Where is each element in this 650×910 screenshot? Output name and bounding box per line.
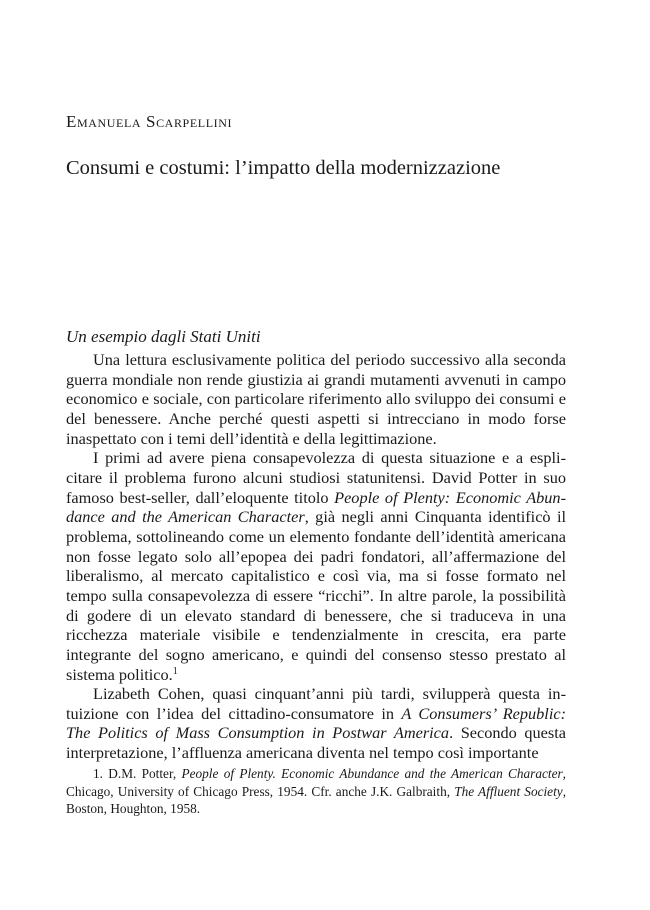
author-name: Emanuela Scarpellini [66,112,233,131]
footnote-1-end: , Boston, Houghton, 1958. [66,783,567,816]
paragraph-3-text-end: . Secondo questa interpretazione, l’affluenza americana diventa nel tempo così importante [66,723,566,763]
section-heading: Un esempio dagli Stati Uniti [66,327,261,346]
book-title-people-of-plenty: People of Plenty: Economic Abundance and the American Character [66,487,566,527]
paragraph-1 [66,350,566,448]
paragraph-2 [66,448,566,684]
footnote-reference[interactable]: 1 [172,665,178,677]
footnote-1-publisher: , Chicago, University of Chicago Press, 1954. Cfr. anche J.K. Galbraith, [66,766,566,799]
chapter-title: Consumi e costumi: l’impatto della modernizzazione [66,157,501,179]
footnote-1 [66,765,566,818]
paragraph-3 [66,684,566,763]
paragraph-2-text-start: I primi ad avere piena consapevolezza di questa situazione e a esplicitare il problema furono alcuni studiosi statunitensi. David Potter in suo famoso best-seller, dall’eloquente titolo [66,448,566,507]
footnotes [66,765,566,818]
paragraph-1-text: Una lettura esclusivamente politica del periodo successivo alla seconda guerra mondiale non rende giustizia ai grandi mutamenti avvenuti in campo economico e sociale, con particolare riferimento allo sviluppo dei consumi e del benessere. Anche perché questi aspetti si intrecciano in modo forse inaspettato con i temi dell’identità e della legittimazione. [66,350,566,448]
footnote-1-ref: 1. D.M. Potter, [93,766,182,781]
body-text [66,350,566,763]
footnote-1-title-1: People of Plenty. Economic Abundance and the American Character [181,766,563,781]
book-title-consumers-republic: A Consumers’ Republic: The Politics of Mass Consumption in Postwar America [66,703,566,743]
paragraph-2-text-end: , già negli anni Cinquanta identificò il problema, sottolineando come un elemento fondante dell’identità americana non fosse legato solo all’epopea dei padri fondatori, all’affermazione del liberalismo, al mercato capitalistico e così via, ma si fosse formato nel tempo sulla consapevolezza di essere “ricchi”. In altre parole, la possibilità di godere di un elevato standard di benessere, che si traduceva in una ricchezza materiale visibile e tendenzialmente in crescita, era parte integrante del sogno americano, e quindi del consenso stesso prestato al sistema politico. [66,507,567,684]
footnote-1-title-2: The Affluent Society [454,783,563,799]
paragraph-3-text-start: Lizabeth Cohen, quasi cinquant’anni più tardi, svilupperà questa intuizione con l’idea del cittadino-consumatore in [66,684,566,723]
